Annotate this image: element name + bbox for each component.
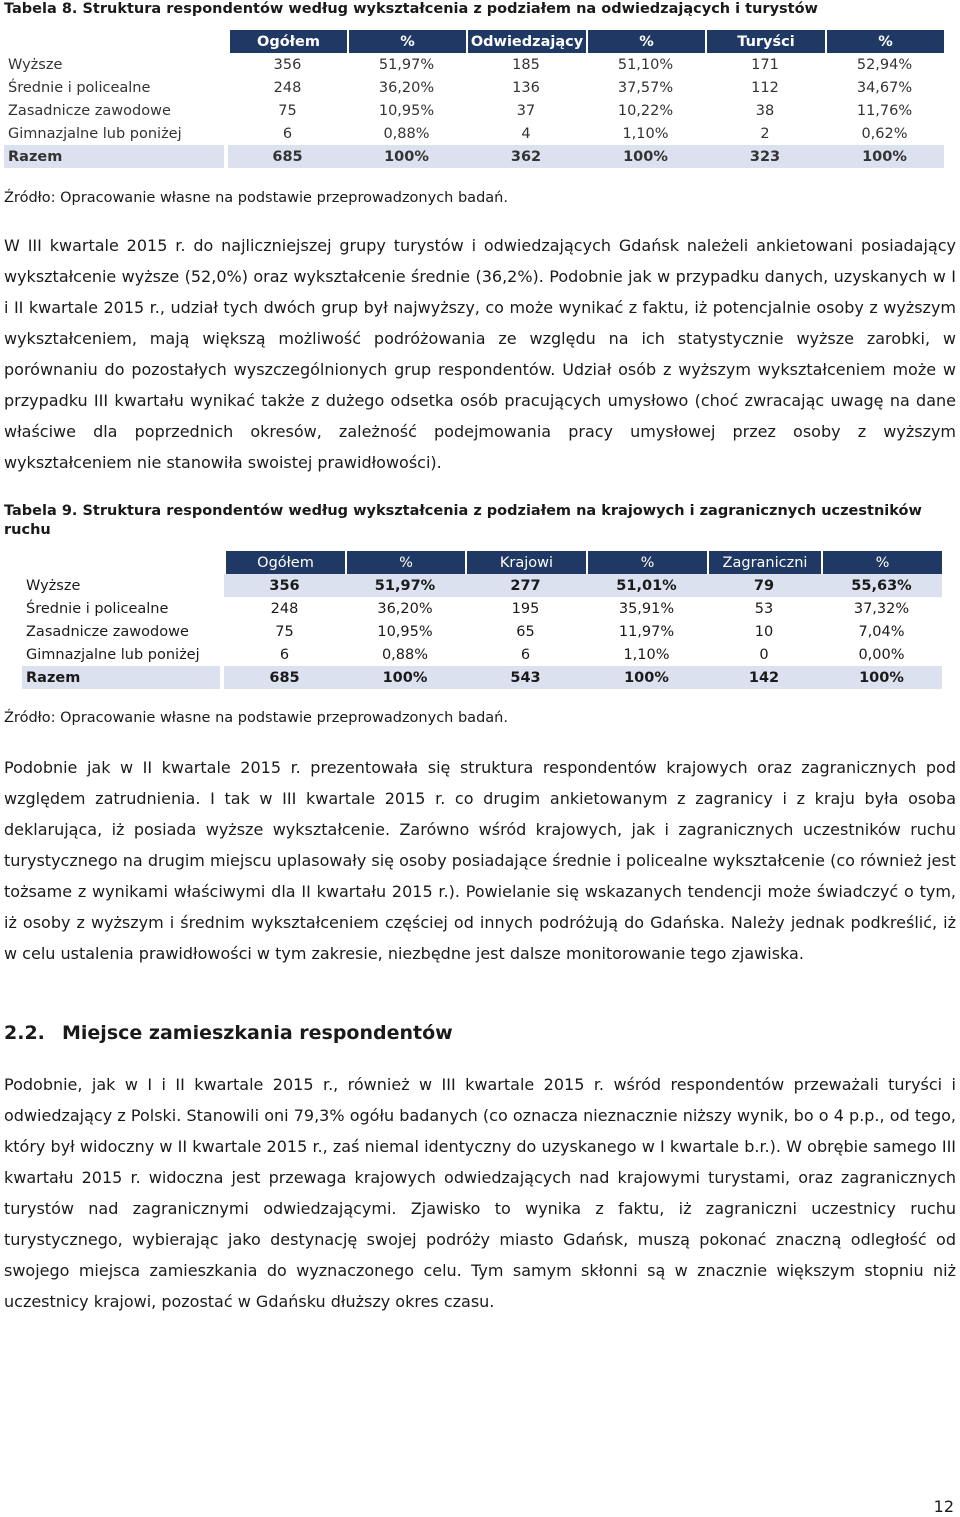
table9-cell: 10 <box>754 623 774 640</box>
table8-total-row <box>4 145 944 168</box>
table9-total-label: Razem <box>22 666 224 689</box>
table9-cell: 356 <box>224 574 345 597</box>
table8-header-cell: % <box>347 30 466 53</box>
table8-cell: 38 <box>755 102 775 119</box>
table8-row <box>4 99 944 122</box>
paragraph-1: W III kwartale 2015 r. do najliczniejszej grupy turystów i odwiedzających Gdańsk należeli ankietowani posiadający wykształcenie wyższe (52,0%) oraz wykształcenie średnie (36,2%). Podobnie jak w przypadku danych, uzyskanych w I i II kwartale 2015 r., udział tych dwóch grup był najwyższy, co może wynikać z faktu, iż potencjalnie osoby z wyższym wykształceniem, mają większą możliwość podróżowania ze względu na ich statystycznie wyższe zarobki, w porównaniu do pozostałych wyszczególnionych grup respondentów. Udział osób z wyższym wykształceniem może w przypadku III kwartału wynikać także z dużego odsetka osób pracujących umysłowo (choć zwracając uwagę na dane właściwe dla poprzednich okresów, zależność podejmowania pracy umysłowej przez osoby z wyższym wykształceniem nie stanowiła swoistej prawidłowości). <box>4 236 956 472</box>
table8-row-label: Gimnazjalne lub poniżej <box>8 125 182 142</box>
table9-cell: 55,63% <box>821 574 942 597</box>
table9-caption-label: Tabela 9. <box>4 503 78 519</box>
table8-total-label: Razem <box>4 145 228 168</box>
table9-row-label: Zasadnicze zawodowe <box>26 623 189 640</box>
paragraph-3: Podobnie, jak w I i II kwartale 2015 r., również w III kwartale 2015 r. wśród respondentów przeważali turyści i odwiedzający z Polski. Stanowili oni 79,3% ogółu badanych (co oznacza nieznacznie niższy wynik, bo o 4 p.p., od tego, który był widoczny w II kwartale 2015 r., zaś niemal identyczny do uzyskanego w I kwartale b.r.). W obrębie samego III kwartału 2015 r. widoczna jest przewaga krajowych odwiedzających nad krajowymi turystami, oraz zagranicznych turystów nad zagranicznymi odwiedzającymi. Zjawisko to wynika z faktu, iż zagraniczni uczestnicy ruchu turystycznego, wybierając jako destynację swojej podróży miasto Gdańsk, muszą pokonać znaczną odległość od swojego miejsca zamieszkania do wyznaczonego celu. Tym samym skłonni są w znacznie większym stopniu niż uczestnicy krajowi, pozostać w Gdańsku dłuższy okres czasu. <box>4 1075 956 1311</box>
table9-cell: 248 <box>270 600 299 617</box>
table9-total-cell: 100% <box>345 666 465 689</box>
table9-row-label: Średnie i policealne <box>26 600 169 617</box>
table8-header-cell: Turyści <box>705 30 825 53</box>
table9-total-cell: 100% <box>821 666 942 689</box>
table8-cell: 6 <box>282 125 293 142</box>
table8-total-cell: 685 <box>228 145 347 168</box>
table9-header-row <box>22 551 942 574</box>
table9-header-cell: Ogółem <box>224 551 345 574</box>
section-number: 2.2. <box>4 1022 45 1044</box>
table8 <box>4 30 944 168</box>
table8-total-cell: 323 <box>705 145 825 168</box>
table8-cell: 36,20% <box>378 79 435 96</box>
table9-total-cell: 685 <box>224 666 345 689</box>
table9-cell: 0,88% <box>381 646 429 663</box>
table8-header-cell: % <box>586 30 705 53</box>
table8-row <box>4 76 944 99</box>
table9-row-label: Wyższe <box>26 577 81 594</box>
paragraph-2: Podobnie jak w II kwartale 2015 r. prezentowała się struktura respondentów krajowych oraz zagranicznych pod względem zatrudnienia. I tak w III kwartale 2015 r. co drugim ankietowanym z zagranicy i z kraju była osoba deklarująca, iż posiada wyższe wykształcenie. Zarówno wśród krajowych, jak i zagranicznych uczestników ruchu turystycznego na drugim miejscu uplasowały się osoby posiadające średnie i policealne wykształcenie (co również jest tożsame z wynikami właściwymi dla II kwartału 2015 r.). Powielanie się wskazanych tendencji może świadczyć o tym, iż osoby z wyższym i średnim wykształceniem częściej od innych podróżują do Gdańska. Należy jednak podkreślić, iż w celu ustalenia prawidłowości w tym zakresie, niezbędne jest dalsze monitorowanie tego zjawiska. <box>4 758 956 963</box>
table8-caption-text: Struktura respondentów według wykształcenia z podziałem na odwiedzających i turystów <box>82 1 818 17</box>
table9-row <box>22 643 942 666</box>
table8-cell: 112 <box>751 79 779 96</box>
table8-cell: 171 <box>751 56 779 73</box>
table9-cell: 7,04% <box>858 623 905 640</box>
table8-cell: 10,95% <box>378 102 435 119</box>
table9-cell: 35,91% <box>618 600 675 617</box>
table8-header-cell: Ogółem <box>228 30 347 53</box>
table8-header-blank <box>4 30 228 53</box>
table9-cell: 6 <box>520 646 531 663</box>
table9-cell: 6 <box>279 646 290 663</box>
page-number: 12 <box>933 1497 954 1516</box>
table9-caption-text: Struktura respondentów według wykształcenia z podziałem na krajowych i zagranicznych uczestników ruchu <box>4 503 922 538</box>
table8-row-label: Średnie i policealne <box>8 79 151 96</box>
table8-cell: 185 <box>512 56 540 73</box>
table9-header-cell: % <box>586 551 707 574</box>
table9-cell: 10,95% <box>377 623 433 640</box>
table8-cell: 75 <box>278 102 297 119</box>
table9-row <box>22 597 942 620</box>
table8-cell: 34,67% <box>856 79 913 96</box>
table9-cell: 53 <box>754 600 774 617</box>
table9-row <box>22 574 942 597</box>
table8-header-cell: Odwiedzający <box>466 30 586 53</box>
table8-caption-label: Tabela 8. <box>4 1 78 17</box>
table8-cell: 2 <box>760 125 770 142</box>
table8-row-label: Zasadnicze zawodowe <box>8 102 171 119</box>
table9-cell: 65 <box>516 623 535 640</box>
table9 <box>22 551 942 689</box>
section-title: Miejsce zamieszkania respondentów <box>62 1022 453 1044</box>
table8-cell: 11,76% <box>856 102 913 119</box>
table9-total-row <box>22 666 942 689</box>
table8-header-cell: % <box>825 30 944 53</box>
table9-row-label: Gimnazjalne lub poniżej <box>26 646 200 663</box>
table9-header-cell: Zagraniczni <box>707 551 821 574</box>
table9-caption <box>4 502 956 540</box>
table8-cell: 248 <box>273 79 302 96</box>
table9-cell: 277 <box>465 574 586 597</box>
table9-header-cell: % <box>345 551 465 574</box>
table9-cell: 75 <box>275 623 294 640</box>
table9-cell: 195 <box>511 600 540 617</box>
table9-cell: 0,00% <box>858 646 905 663</box>
table9-cell: 11,97% <box>618 623 675 640</box>
table8-row <box>4 122 944 145</box>
table9-header-cell: Krajowi <box>465 551 586 574</box>
table9-row <box>22 620 942 643</box>
table9-cell: 36,20% <box>377 600 433 617</box>
table8-cell: 1,10% <box>622 125 669 142</box>
table8-cell: 356 <box>273 56 302 73</box>
table8-total-cell: 362 <box>466 145 586 168</box>
table8-cell: 52,94% <box>856 56 913 73</box>
section-heading <box>4 1022 453 1044</box>
table8-cell: 51,10% <box>617 56 674 73</box>
table9-cell: 51,01% <box>586 574 707 597</box>
table8-cell: 51,97% <box>378 56 435 73</box>
table9-total-cell: 543 <box>465 666 586 689</box>
table8-row <box>4 53 944 76</box>
table9-total-cell: 100% <box>586 666 707 689</box>
table8-cell: 136 <box>512 79 540 96</box>
table9-source: Źródło: Opracowanie własne na podstawie przeprowadzonych badań. <box>4 710 508 726</box>
table9-cell: 37,32% <box>853 600 910 617</box>
table8-cell: 0,62% <box>861 125 908 142</box>
table8-header-row <box>4 30 944 53</box>
table9-cell: 51,97% <box>345 574 465 597</box>
table8-cell: 37,57% <box>617 79 674 96</box>
table9-cell: 0 <box>759 646 769 663</box>
table8-row-label: Wyższe <box>8 56 63 73</box>
table8-caption <box>4 0 956 19</box>
table8-total-cell: 100% <box>825 145 944 168</box>
table9-header-cell: % <box>821 551 942 574</box>
table8-cell: 10,22% <box>617 102 674 119</box>
table9-cell: 1,10% <box>623 646 670 663</box>
table9-header-blank <box>22 551 224 574</box>
table8-total-cell: 100% <box>586 145 705 168</box>
table8-cell: 0,88% <box>383 125 430 142</box>
table9-total-cell: 142 <box>707 666 821 689</box>
table8-cell: 4 <box>521 125 531 142</box>
table8-cell: 37 <box>516 102 536 119</box>
table8-source: Źródło: Opracowanie własne na podstawie przeprowadzonych badań. <box>4 190 508 206</box>
table8-total-cell: 100% <box>347 145 466 168</box>
table9-cell: 79 <box>707 574 821 597</box>
